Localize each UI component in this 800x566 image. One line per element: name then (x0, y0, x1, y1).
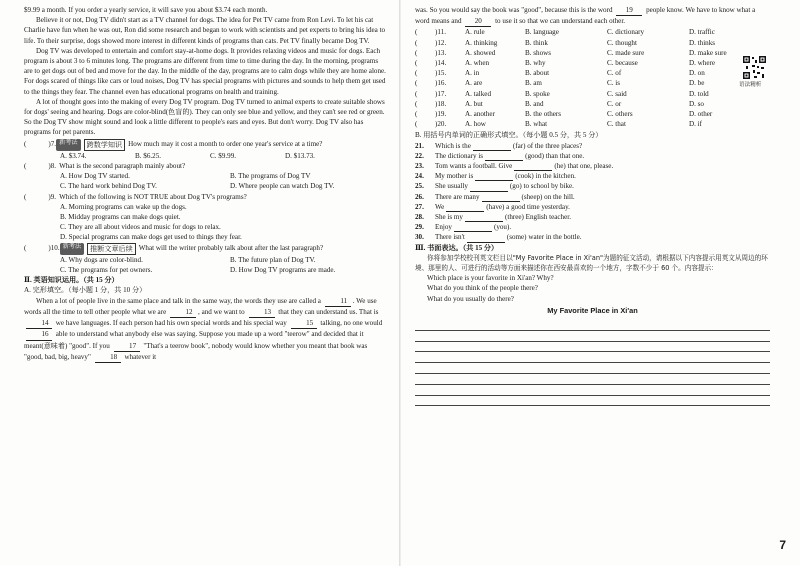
new-method-tag: 新考法 (60, 243, 85, 255)
writing-line[interactable] (415, 331, 770, 342)
option-b[interactable]: B. $6.25. (135, 151, 162, 160)
writing-line[interactable] (415, 363, 770, 374)
option-a[interactable]: A. how (465, 120, 486, 129)
cloze-option-row-13 (415, 48, 770, 58)
fill-item-23: 23. Tom wants a football. Give (he) that one, please. (415, 162, 614, 171)
answer-paren[interactable]: ( (415, 28, 418, 37)
question-stem: How much may it cost a month to order one year's service at a time? (128, 139, 323, 148)
answer-blank[interactable] (514, 161, 552, 171)
option-d[interactable]: D. $13.73. (285, 151, 315, 160)
writing-line[interactable] (415, 396, 770, 407)
option-b[interactable]: B. and (525, 99, 544, 108)
cloze-passage: When a lot of people live in the same place and talk in the same way, the words they use are called a 11 . We use words all the time to tell other people what we are 12 , and we want to 13 that they can understand us. That is 14 we have languages. If each person had his own special words and his special way 15 talking, no one would 16 able to understand what anybody else was saying. Suppose you made up a word "teerow" and decided that it meant(意味着) "good". If you 17 "That's a teerow book", nobody would know whether you meant that book was "good, bad, big, heavy" 18 whatever it (24, 296, 387, 363)
fill-item-27: 27. We (have) a good time yesterday. (415, 202, 570, 211)
cloze-blank-14[interactable]: 14 (26, 318, 52, 329)
fill-item-21: 21. Which is the (far) of the three places? (415, 141, 583, 150)
answer-paren[interactable]: ( (24, 192, 27, 201)
question-9 (24, 192, 387, 243)
option-b[interactable]: B. Midday programs can make dogs quiet. (60, 213, 181, 222)
option-b[interactable]: B. shows (525, 48, 552, 57)
section-a-title: A. 完形填空。（每小题 1 分，共 10 分） (24, 286, 147, 295)
option-c[interactable]: C. that (607, 120, 626, 129)
question-number: )9. (48, 192, 57, 201)
answer-paren[interactable]: ( (415, 99, 418, 108)
option-a[interactable]: A. rule (465, 28, 485, 37)
option-a[interactable]: A. $3.74. (60, 151, 87, 160)
new-method-tag: 新考法 (56, 139, 81, 151)
option-a[interactable]: A. but (465, 99, 483, 108)
writing-line[interactable] (415, 320, 770, 331)
option-number: )19. (435, 110, 447, 119)
option-a[interactable]: A. another (465, 110, 495, 119)
option-a[interactable]: A. when (465, 59, 490, 68)
qr-code-icon[interactable] (742, 55, 767, 80)
cloze-option-rows (415, 27, 770, 129)
answer-blank[interactable] (473, 141, 511, 151)
cloze-option-row-19 (415, 109, 770, 119)
question-number: )10. (48, 243, 60, 252)
cloze-option-row-16 (415, 78, 770, 88)
option-number: )12. (435, 38, 447, 47)
section-2-title: Ⅱ. 英语知识运用。（共 15 分） (24, 276, 119, 285)
answer-blank[interactable] (475, 171, 513, 181)
cloze-blank-12[interactable]: 12 (170, 307, 196, 318)
option-c[interactable]: C. or (607, 99, 622, 108)
cloze-blank-20[interactable]: 20 (465, 16, 491, 27)
hint-3: What do you usually do there? (427, 294, 514, 303)
answer-paren[interactable]: ( (415, 79, 418, 88)
answer-blank[interactable] (467, 232, 505, 242)
option-number: )16. (435, 79, 447, 88)
writing-prompt: 你将参加学校校刊英文栏目以"My Favorite Place in Xi'an"为题的征文活动，请根据以下内容提示用英文从周边的环境、那里的人、可进行的活动等方面来描述你在西安最喜欢的一个地方，字数不少于 60 个。内容提示： (415, 253, 768, 273)
option-a[interactable]: A. Why dogs are color-blind. (60, 255, 143, 264)
hint-2: What do you think of the people there? (427, 284, 538, 293)
option-d[interactable]: D. on (689, 69, 705, 78)
question-7 (24, 139, 387, 161)
answer-blank[interactable] (485, 151, 523, 161)
option-b[interactable]: B. what (525, 120, 548, 129)
cloze-option-row-12 (415, 38, 770, 48)
option-number: )17. (435, 89, 447, 98)
answer-paren[interactable]: ( (415, 48, 418, 57)
option-number: )20. (435, 120, 447, 129)
fill-item-29: 29. Enjoy (you). (415, 223, 512, 232)
answer-paren[interactable]: ( (415, 89, 418, 98)
option-d[interactable]: D. if (689, 120, 703, 129)
skill-tag: 跨数学知识 (84, 139, 125, 151)
section-b-title: B. 用括号内单词的正确形式填空。（每小题 0.5 分，共 5 分） (415, 131, 603, 140)
answer-paren[interactable]: ( (24, 243, 27, 252)
option-number: )13. (435, 48, 447, 57)
option-c[interactable]: C. The hard work behind Dog TV. (60, 182, 157, 191)
option-a[interactable]: A. Morning programs can wake up the dogs. (60, 202, 187, 211)
question-stem: What is the second paragraph mainly about? (59, 162, 186, 171)
option-c[interactable]: C. is (607, 79, 621, 88)
option-d[interactable]: D. Where people can watch Dog TV. (230, 182, 335, 191)
fill-item-28: 28. She is my (three) English teacher. (415, 213, 571, 222)
cloze-option-row-11 (415, 27, 770, 37)
option-a[interactable]: A. How Dog TV started. (60, 172, 130, 181)
writing-hints (415, 273, 770, 304)
option-d[interactable]: D. How Dog TV programs are made. (230, 266, 336, 275)
answer-blank[interactable] (446, 202, 484, 212)
answer-blank[interactable] (482, 192, 520, 202)
cloze-option-row-17 (415, 89, 770, 99)
writing-line[interactable] (415, 385, 770, 396)
question-number: )8. (48, 162, 57, 171)
option-c[interactable]: C. said (607, 89, 627, 98)
option-number: )11. (435, 28, 446, 37)
option-b[interactable]: B. The programs of Dog TV (230, 172, 311, 181)
answer-blank[interactable] (465, 212, 503, 222)
option-b[interactable]: B. think (525, 38, 548, 47)
option-b[interactable]: B. spoke (525, 89, 550, 98)
question-10 (24, 243, 387, 276)
option-c[interactable]: C. of (607, 69, 622, 78)
option-b[interactable]: B. The future plan of Dog TV. (230, 255, 316, 264)
cloze-passage-continued: was. So you would say the book was "good", because this is the word 19 people know. We have to know what a word means and 20 to use it so that we can understand each other. (415, 5, 770, 27)
option-c[interactable]: C. because (607, 59, 638, 68)
option-d[interactable]: D. so (689, 99, 704, 108)
cloze-option-row-15 (415, 68, 770, 78)
question-stem: What will the writer probably talk about after the last paragraph? (138, 243, 324, 252)
cloze-blank-18[interactable]: 18 (95, 352, 121, 363)
fill-in-items (415, 141, 770, 243)
answer-paren[interactable]: ( (415, 110, 418, 119)
option-a[interactable]: A. showed (465, 48, 496, 57)
writing-line[interactable] (415, 342, 770, 353)
fill-item-22: 22. The dictionary is (good) than that one. (415, 151, 585, 160)
cloze-blank-16[interactable]: 16 (26, 329, 52, 340)
option-b[interactable]: B. why (525, 59, 546, 68)
option-a[interactable]: A. talked (465, 89, 492, 98)
option-a[interactable]: A. thinking (465, 38, 498, 47)
option-a[interactable]: A. are (465, 79, 483, 88)
answer-blank[interactable] (470, 181, 508, 191)
cloze-blank-15[interactable]: 15 (291, 318, 317, 329)
intro-line: $9.99 a month. If you order a yearly service, it will save you about $3.74 each month. (24, 6, 268, 14)
fill-item-26: 26. There are many (sheep) on the hill. (415, 192, 575, 201)
writing-area[interactable] (415, 320, 770, 406)
option-number: )14. (435, 59, 447, 68)
question-8 (24, 161, 387, 192)
option-d[interactable]: D. where (689, 59, 715, 68)
option-c[interactable]: C. $9.99. (210, 151, 237, 160)
writing-line[interactable] (415, 352, 770, 363)
option-b[interactable]: B. am (525, 79, 542, 88)
question-stem: Which of the following is NOT TRUE about Dog TV's programs? (59, 192, 247, 201)
option-b[interactable]: B. language (525, 28, 559, 37)
essay-title: My Favorite Place in Xi'an (547, 305, 638, 315)
answer-paren[interactable]: ( (415, 59, 418, 68)
left-column (24, 5, 387, 363)
option-d[interactable]: D. be (689, 79, 705, 88)
cloze-blank-11[interactable]: 11 (325, 296, 351, 307)
writing-line[interactable] (415, 374, 770, 385)
page-gutter (399, 0, 401, 566)
section-3-title: Ⅲ. 书面表达。（共 15 分） (415, 243, 499, 252)
right-column (415, 5, 770, 406)
option-c[interactable]: C. thought (607, 38, 637, 47)
option-d[interactable]: D. told (689, 89, 709, 98)
option-a[interactable]: A. in (465, 69, 480, 78)
option-c[interactable]: C. dictionary (607, 28, 645, 37)
reading-paragraph-1: Believe it or not, Dog TV didn't start as a TV channel for dogs. The idea for Pet TV came from Ron Levi. To let his cat Charlie have fun when he was out, Ron did some research and began to work with scientists and pet experts to bring his idea to life. To their surprise, dogs showed more interest in different kinds of programs than cats. Pet TV finally became Dog TV. (24, 16, 386, 45)
option-b[interactable]: B. about (525, 69, 550, 78)
option-d[interactable]: D. thinks (689, 38, 716, 47)
option-c[interactable]: C. others (607, 110, 633, 119)
option-d[interactable]: D. make sure (689, 48, 727, 57)
page-number: 7 (779, 538, 786, 552)
answer-paren[interactable]: ( (415, 120, 418, 129)
fill-item-30: 30. There isn't (some) water in the bottle. (415, 233, 582, 242)
option-c[interactable]: C. made sure (607, 48, 645, 57)
cloze-option-row-18 (415, 99, 770, 109)
answer-paren[interactable]: ( (415, 38, 418, 47)
fill-item-24: 24. My mother is (cook) in the kitchen. (415, 172, 576, 181)
answer-blank[interactable] (454, 222, 492, 232)
answer-paren[interactable]: ( (24, 162, 27, 171)
skill-tag: 推断文章后续 (87, 243, 136, 255)
cloze-blank-19[interactable]: 19 (616, 5, 642, 16)
cloze-option-row-20 (415, 119, 770, 129)
fill-item-25: 25. She usually (go) to school by bike. (415, 182, 574, 191)
answer-paren[interactable]: ( (415, 69, 418, 78)
option-number: )15. (435, 69, 447, 78)
answer-paren[interactable]: ( (24, 139, 27, 148)
cloze-option-row-14 (415, 58, 770, 68)
reading-paragraph-3: A lot of thought goes into the making of every Dog TV program. Dog TV turned to animal experts to create suitable shows for dogs' seeing and hearing. Dogs are color-blind(色盲的). They can only see blue and yellow, and they can't see red or green. So the Dog TV show might sound and look a little different to people's ears and eyes. But don't worry. Dog TV also has programs for pet parents. (24, 97, 385, 137)
reading-paragraph-2: Dog TV was developed to entertain and comfort stay-at-home dogs. It provides relaxing videos and music for dogs. Each program is about 3 to 6 minutes long. The programs are different from time to time during the day. In the morning, programs are to get dogs out of bed and move for the day. In the middle of the day, programs are to calm dogs while they are home alone. For dogs scared of things like cars or loud noises, Dog TV has special programs with pictures and sounds to help them get used to the things they fear. The channel even has educational programs on health and training. (24, 46, 386, 96)
option-c[interactable]: C. They are all about videos and music for dogs to relax. (60, 223, 221, 232)
option-number: )18. (435, 99, 447, 108)
cloze-blank-17[interactable]: 17 (114, 341, 140, 352)
hint-1: Which place is your favorite in Xi'an? Why? (427, 274, 554, 283)
option-b[interactable]: B. the others (525, 110, 562, 119)
option-d[interactable]: D. traffic (689, 28, 715, 37)
option-c[interactable]: C. The programs for pet owners. (60, 266, 153, 275)
option-d[interactable]: D. Special programs can make dogs get used to things they fear. (60, 233, 242, 242)
qr-label: 语法精析 (739, 82, 762, 88)
cloze-blank-13[interactable]: 13 (249, 307, 275, 318)
question-number: )7. (48, 139, 57, 148)
option-d[interactable]: D. other (689, 110, 713, 119)
